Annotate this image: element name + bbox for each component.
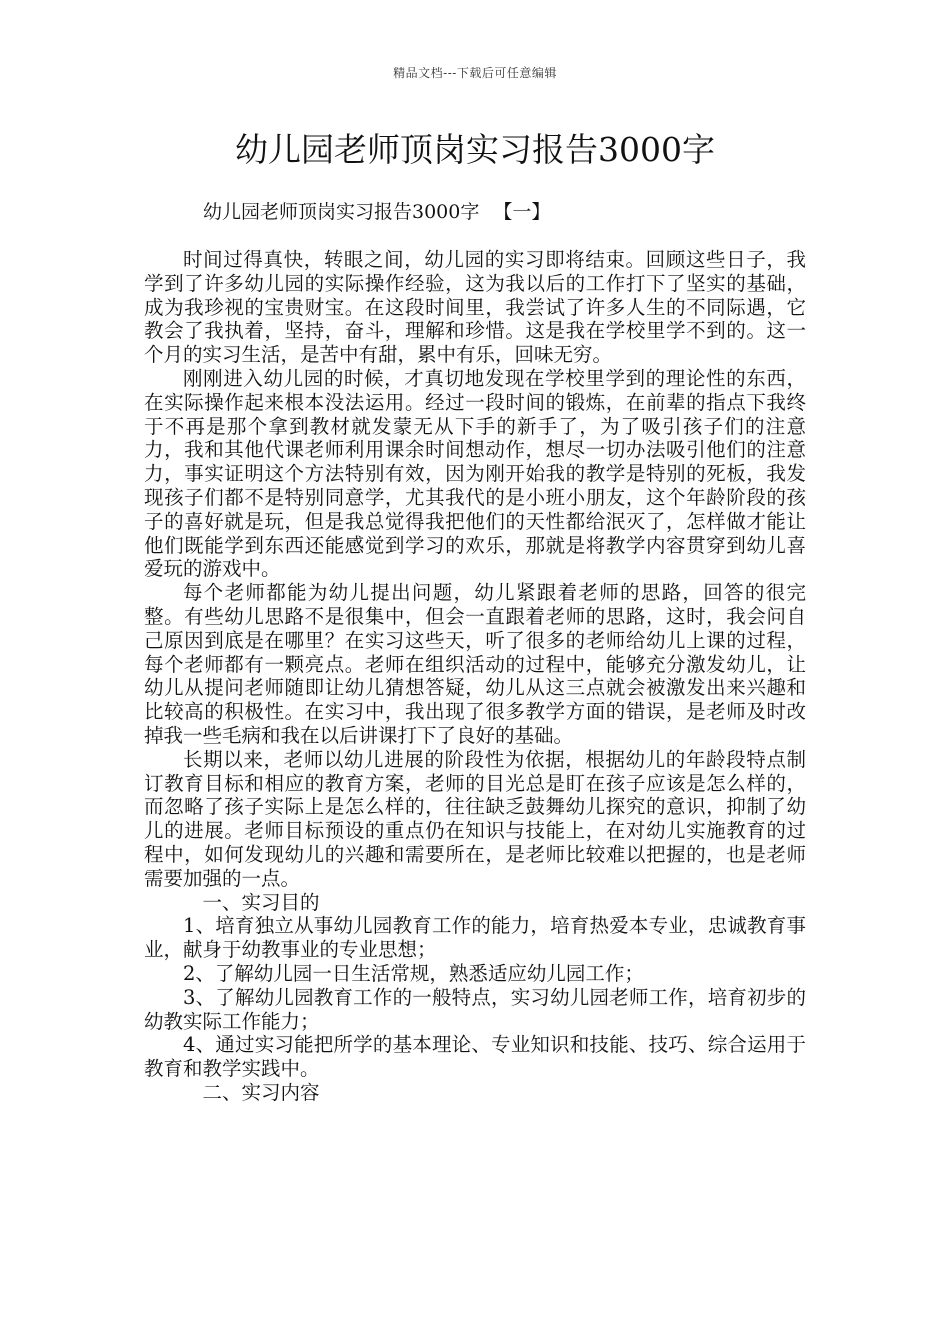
paragraph: 刚刚进入幼儿园的时候，才真切地发现在学校里学到的理论性的东西，在实际操作起来根本没法运用。经过一段时间的锻炼，在前辈的指点下我终于不再是那个拿到教材就发蒙无从下手的新手了，为了吸引孩子们的注意力，我和其他代课老师利用课余时间想动作，想尽一切办法吸引他们的注意力，事实证明这个方法特别有效，因为刚开始我的教学是特别的死板，我发现孩子们都不是特别同意学，尤其我代的是小班小朋友，这个年龄阶段的孩子的喜好就是玩，但是我总觉得我把他们的天性都给泯灭了，怎样做才能让他们既能学到东西还能感觉到学习的欢乐，那就是将教学内容贯穿到幼儿喜爱玩的游戏中。	[144, 366, 806, 581]
paragraph: 时间过得真快，转眼之间，幼儿园的实习即将结束。回顾这些日子，我学到了许多幼儿园的实际操作经验，这为我以后的工作打下了坚实的基础，成为我珍视的宝贵财宝。在这段时间里，我尝试了许多人生的不同际遇，它教会了我执着，坚持，奋斗，理解和珍惜。这是我在学校里学不到的。这一个月的实习生活，是苦中有甜，累中有乐，回味无穷。	[144, 248, 806, 367]
document-title: 幼儿园老师顶岗实习报告3000字	[235, 130, 715, 169]
list-item: 1、培育独立从事幼儿园教育工作的能力，培育热爱本专业，忠诚教育事业，献身于幼教事业的专业思想；	[144, 914, 806, 962]
subsection-heading: 二、实习内容	[202, 1080, 320, 1104]
list-item: 3、了解幼儿园教育工作的一般特点，实习幼儿园老师工作，培育初步的幼教实际工作能力；	[144, 985, 806, 1033]
list-item: 2、了解幼儿园一日生活常规，熟悉适应幼儿园工作；	[183, 961, 644, 985]
paragraph: 每个老师都能为幼儿提出问题，幼儿紧跟着老师的思路，回答的很完整。有些幼儿思路不是很集中，但会一直跟着老师的思路，这时，我会问自己原因到底是在哪里？在实习这些天，听了很多的老师给幼儿上课的过程，每个老师都有一颗亮点。老师在组织活动的过程中，能够充分激发幼儿，让幼儿从提问老师随即让幼儿猜想答疑，幼儿从这三点就会被激发出来兴趣和比较高的积极性。在实习中，我出现了很多教学方面的错误，是老师及时改掉我一些毛病和我在以后讲课打下了良好的基础。	[144, 581, 806, 747]
document-header-note: 精品文档---下载后可任意编辑	[393, 66, 557, 80]
paragraph: 长期以来，老师以幼儿进展的阶段性为依据，根据幼儿的年龄段特点制订教育目标和相应的教育方案，老师的目光总是盯在孩子应该是怎么样的，而忽略了孩子实际上是怎么样的，往往缺乏鼓舞幼儿探究的意识，抑制了幼儿的进展。老师目标预设的重点仍在知识与技能上，在对幼儿实施教育的过程中，如何发现幼儿的兴趣和需要所在，是老师比较难以把握的，也是老师需要加强的一点。	[144, 747, 806, 890]
section-heading-number: 【一】	[493, 201, 551, 223]
section-heading-text: 幼儿园老师顶岗实习报告3000字	[203, 201, 480, 223]
document-body	[144, 248, 806, 1105]
section-heading	[203, 198, 550, 226]
list-item: 4、通过实习能把所学的基本理论、专业知识和技能、技巧、综合运用于教育和教学实践中。	[144, 1033, 806, 1081]
subsection-heading: 一、实习目的	[202, 890, 320, 914]
